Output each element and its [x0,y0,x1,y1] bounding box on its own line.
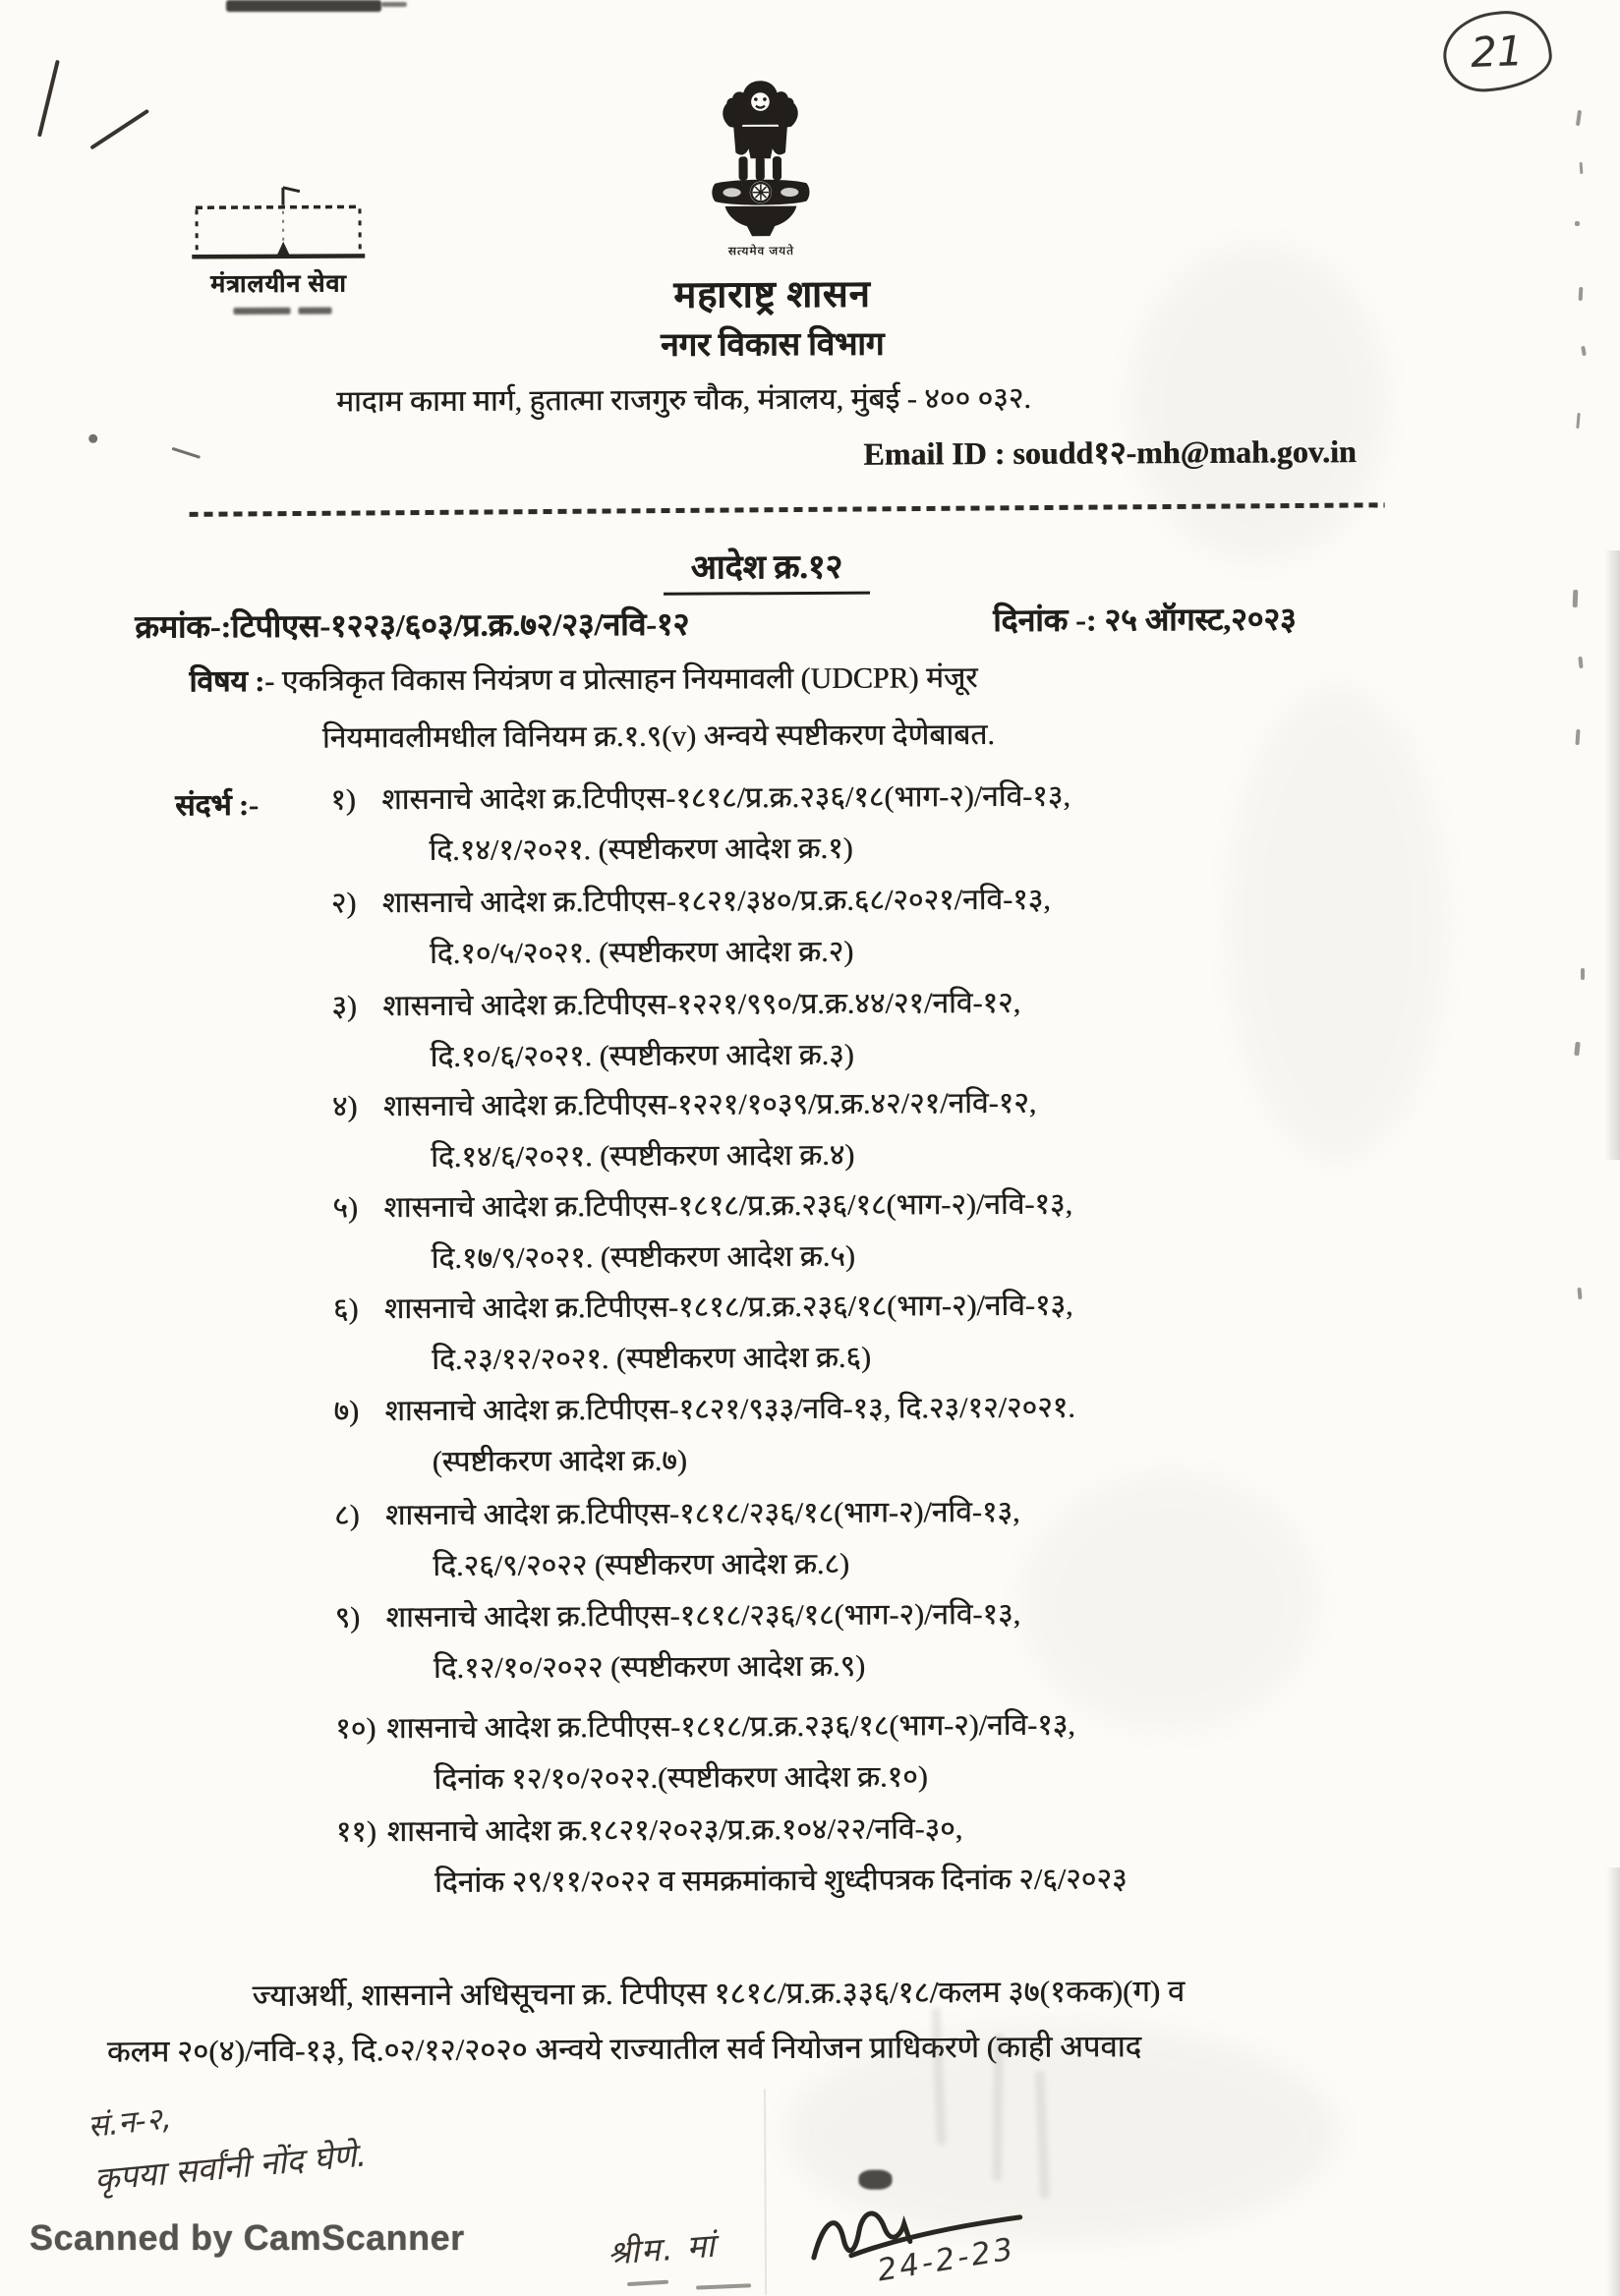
reference-item [335,1708,1075,1799]
reference-number: २) [330,887,357,920]
body-paragraph-line-2: कलम २०(४)/नवि-१३, दि.०२/१२/२०२० अन्वये राज्यातील सर्व नियोजन प्राधिकरणे (काही अपवाद [106,2029,1142,2069]
order-number: क्रमांक-:टिपीएस-१२२३/६०३/प्र.क्र.७२/२३/नवि-१२ [135,605,690,645]
reference-item [334,1597,1020,1688]
scanner-credit: Scanned by CamScanner [29,2217,465,2258]
reference-number: ६) [332,1292,359,1326]
email-line: Email ID : soudd१२-mh@mah.gov.in [863,433,1357,472]
reference-text-line-1: शासनाचे आदेश क्र.टिपीएस-१२२१/१०३९/प्र.क्र.४२/२१/नवि-१२, [382,1086,1037,1123]
reference-text-line-2: (स्पष्टीकरण आदेश क्र.७) [432,1444,687,1479]
reference-item [332,1187,1072,1278]
handwritten-note-line-1: सं.न-२, [86,2100,174,2146]
reference-number: १०) [335,1712,376,1746]
address-line: मादाम कामा मार्ग, हुतात्मा राजगुरु चौक, मंत्रालय, मुंबई - ४०० ०३२. [335,381,1031,419]
reference-text-line-1: शासनाचे आदेश क्र.टिपीएस-१८१८/प्र.क्र.२३६/१८(भाग-२)/नवि-१३, [383,1289,1073,1326]
reference-number: ४) [331,1090,358,1123]
stamp-subtitle-illegible [223,301,341,319]
reference-number: ९) [334,1601,361,1635]
department-name: नगर विकास विभाग [661,326,885,364]
reference-text-line-2: दि.१७/९/२०२१. (स्पष्टीकरण आदेश क्र.५) [431,1239,855,1276]
reference-item [336,1810,1128,1901]
reference-text-line-1: शासनाचे आदेश क्र.टिपीएस-१८२१/३४०/प्र.क्र.६८/२०२१/नवि-१३, [381,883,1051,920]
reference-text-line-1: शासनाचे आदेश क्र.टिपीएस-१८१८/प्र.क्र.२३६/१८(भाग-२)/नवि-१३, [386,1708,1075,1746]
reference-text-line-1: शासनाचे आदेश क्र.टिपीएस-१८१८/प्र.क्र.२३६/१८(भाग-२)/नवि-१३, [383,1187,1073,1225]
reference-text-line-1: शासनाचे आदेश क्र.टिपीएस-१८२१/९३३/नवि-१३, दि.२३/१२/२०२१. [384,1391,1075,1428]
reference-item [330,779,1070,870]
reference-text-line-2: दि.१२/१०/२०२२ (स्पष्टीकरण आदेश क्र.९) [433,1649,866,1686]
pen-mark [88,434,97,443]
pen-mark [37,60,59,138]
reference-text-line-1: शासनाचे आदेश क्र.टिपीएस-१८१८/प्र.क्र.२३६/१८(भाग-२)/नवि-१३, [381,779,1070,817]
government-title: महाराष्ट्र शासन [673,273,871,316]
reference-text-line-2: दि.१४/६/२०२१. (स्पष्टीकरण आदेश क्र.४) [430,1138,855,1175]
pen-mark [89,109,148,149]
subject-text: एकत्रिकृत विकास नियंत्रण व प्रोत्साहन नियमावली (UDCPR) मंजूर [281,661,978,698]
reference-number: १) [330,783,356,817]
reference-item [331,986,1020,1076]
body-paragraph-line-1: ज्याअर्थी, शासनाने अधिसूचना क्र. टिपीएस १८१८/प्र.क्र.३३६/१८/कलम ३७(१कक)(ग) व [252,1974,1186,2013]
reference-text-line-1: शासनाचे आदेश क्र.टिपीएस-१२२१/९९०/प्र.क्र.४४/२१/नवि-१२, [382,986,1021,1023]
references-label: संदर्भ :- [175,788,260,823]
reference-number: ५) [332,1191,358,1225]
reference-text-line-1: शासनाचे आदेश क्र.१८२१/२०२३/प्र.क्र.१०४/२२/नवि-३०, [386,1812,963,1849]
ministerial-stamp [190,185,367,264]
reference-text-line-2: दि.१०/५/२०२१. (स्पष्टीकरण आदेश क्र.२) [429,935,854,971]
subject-line-1 [189,656,977,700]
order-title: आदेश क्र.१२ [664,543,870,596]
pen-mark [696,2283,751,2289]
signature-date: 24-2-23 [874,2231,1018,2289]
reference-text-line-2: दिनांक १२/१०/२०२२.(स्पष्टीकरण आदेश क्र.१०) [434,1760,928,1797]
handwritten-initials: श्रीम. मां [606,2225,719,2272]
separator-dashed-line [190,502,1385,517]
page-number: 21 [1470,26,1525,77]
handwritten-note-line-2: कृपया सर्वांनी नोंद घेणे. [92,2135,369,2199]
reference-number: ३) [331,990,357,1023]
pen-mark [627,2280,668,2286]
reference-text-line-2: दि.२६/९/२०२२ (स्पष्टीकरण आदेश क्र.८) [433,1547,849,1583]
emblem-motto: सत्यमेव जयते [727,244,794,258]
subject-line-2: नियमावलीमधील विनियम क्र.१.९(v) अन्वये स्पष्टीकरण देणेबाबत. [321,718,995,755]
reference-item [331,883,1052,973]
reference-item [334,1495,1020,1585]
fold-line [764,2089,767,2295]
national-emblem-ashoka-lions [700,77,821,241]
reference-text-line-1: शासनाचे आदेश क्र.टिपीएस-१८१८/२३६/१८(भाग-२)/नवि-१३, [384,1495,1020,1532]
bleed-artifact [992,2034,1004,2181]
pen-mark [172,447,201,459]
reference-item [332,1086,1037,1177]
bleed-artifact [1035,2071,1050,2199]
reference-number: ७) [333,1395,360,1428]
reference-text-line-2: दिनांक २९/११/२०२२ व समक्रमांकाचे शुध्दीपत्रक दिनांक २/६/२०२३ [434,1863,1128,1900]
reference-item [333,1391,1075,1481]
order-date: दिनांक -: २५ ऑगस्ट,२०२३ [993,601,1297,639]
reference-text-line-2: दि.१०/६/२०२१. (स्पष्टीकरण आदेश क्र.३) [430,1038,854,1074]
reference-item [333,1289,1073,1379]
reference-text-line-1: शासनाचे आदेश क्र.टिपीएस-१८१८/२३६/१८(भाग-२)/नवि-१३, [385,1597,1021,1635]
reference-number: ८) [333,1499,360,1532]
stamp-title: मंत्रालयीन सेवा [210,270,347,299]
subject-label: विषय :- [189,664,275,699]
reference-text-line-2: दि.२३/१२/२०२१. (स्पष्टीकरण आदेश क्र.६) [432,1341,871,1377]
reference-number: ११) [335,1815,376,1849]
reference-text-line-2: दि.१४/१/२०२१. (स्पष्टीकरण आदेश क्र.१) [429,832,853,868]
